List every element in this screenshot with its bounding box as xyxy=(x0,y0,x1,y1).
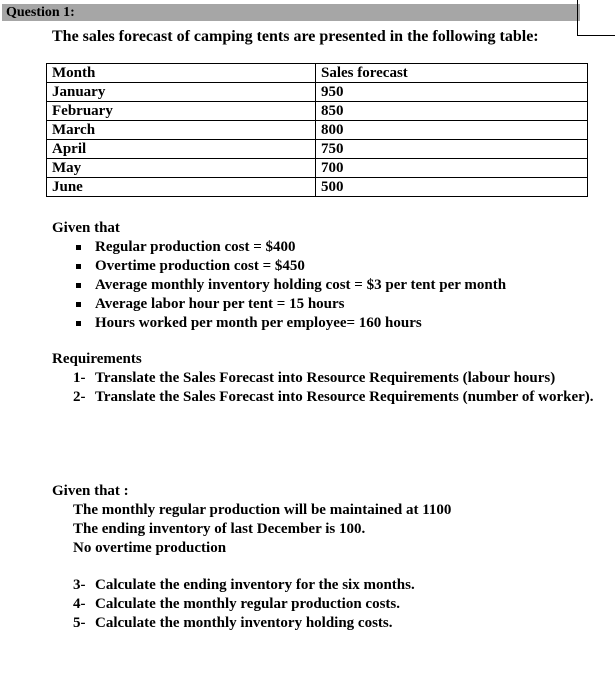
list-item xyxy=(0,576,600,595)
item-number: 2- xyxy=(73,389,86,405)
bullet-square-icon xyxy=(76,245,81,250)
table-cell-sales: 700 xyxy=(316,159,588,178)
table-cell-sales: 850 xyxy=(316,102,588,121)
task-text: Calculate the monthly inventory holding costs. xyxy=(95,615,393,631)
given-item-text: Hours worked per month per employee= 160 hours xyxy=(95,315,422,331)
given-item-text: Average labor hour per tent = 15 hours xyxy=(95,296,345,312)
table-header-month: Month xyxy=(47,64,316,83)
table-row xyxy=(47,159,588,178)
bullet-square-icon xyxy=(76,321,81,326)
list-item xyxy=(0,257,506,276)
requirement-text: Translate the Sales Forecast into Resource Requirements (number of worker). xyxy=(95,389,594,405)
list-item xyxy=(0,276,506,295)
table-cell-month: April xyxy=(47,140,316,159)
task-text: Calculate the monthly regular production costs. xyxy=(95,596,401,612)
tasks-list xyxy=(0,576,600,633)
given-line: The ending inventory of last December is 100. xyxy=(73,521,366,537)
table-row xyxy=(47,83,588,102)
table-header-row xyxy=(47,64,588,83)
given-item-text: Overtime production cost = $450 xyxy=(95,258,305,274)
given-that-block xyxy=(73,501,451,558)
table-header-sales: Sales forecast xyxy=(316,64,588,83)
requirements-list xyxy=(0,369,600,407)
table-cell-sales: 500 xyxy=(316,178,588,197)
task-text: Calculate the ending inventory for the six months. xyxy=(95,577,415,593)
given-that-heading: Given that : xyxy=(52,483,129,499)
bullet-square-icon xyxy=(76,264,81,269)
intro-text: The sales forecast of camping tents are presented in the following table: xyxy=(52,28,539,45)
given-list xyxy=(0,238,506,333)
list-item xyxy=(0,388,600,407)
table-cell-sales: 950 xyxy=(316,83,588,102)
given-item-text: Regular production cost = $400 xyxy=(95,239,296,255)
list-item xyxy=(0,295,506,314)
table-cell-sales: 750 xyxy=(316,140,588,159)
question-label: Question 1: xyxy=(6,5,75,20)
table-cell-month: February xyxy=(47,102,316,121)
bullet-square-icon xyxy=(76,302,81,307)
list-item xyxy=(0,238,506,257)
table-cell-month: May xyxy=(47,159,316,178)
score-box xyxy=(577,0,615,36)
bullet-square-icon xyxy=(76,283,81,288)
table-row xyxy=(47,121,588,140)
table-cell-month: March xyxy=(47,121,316,140)
item-number: 5- xyxy=(73,615,86,631)
list-item xyxy=(0,314,506,333)
given-line: The monthly regular production will be maintained at 1100 xyxy=(73,502,452,518)
list-item xyxy=(0,614,600,633)
list-item xyxy=(0,595,600,614)
given-line: No overtime production xyxy=(73,540,227,556)
item-number: 3- xyxy=(73,577,86,593)
given-heading: Given that xyxy=(52,220,120,236)
table-cell-sales: 800 xyxy=(316,121,588,140)
requirement-text: Translate the Sales Forecast into Resource Requirements (labour hours) xyxy=(95,370,556,386)
question-header-bar xyxy=(2,4,580,21)
given-item-text: Average monthly inventory holding cost = $3 per tent per month xyxy=(95,277,507,293)
table-cell-month: January xyxy=(47,83,316,102)
list-item xyxy=(0,369,560,388)
item-number: 1- xyxy=(73,370,86,386)
item-number: 4- xyxy=(73,596,86,612)
table-row xyxy=(47,102,588,121)
table-cell-month: June xyxy=(47,178,316,197)
table-row xyxy=(47,178,588,197)
sales-forecast-table xyxy=(46,63,588,197)
table-row xyxy=(47,140,588,159)
requirements-heading: Requirements xyxy=(52,351,142,367)
